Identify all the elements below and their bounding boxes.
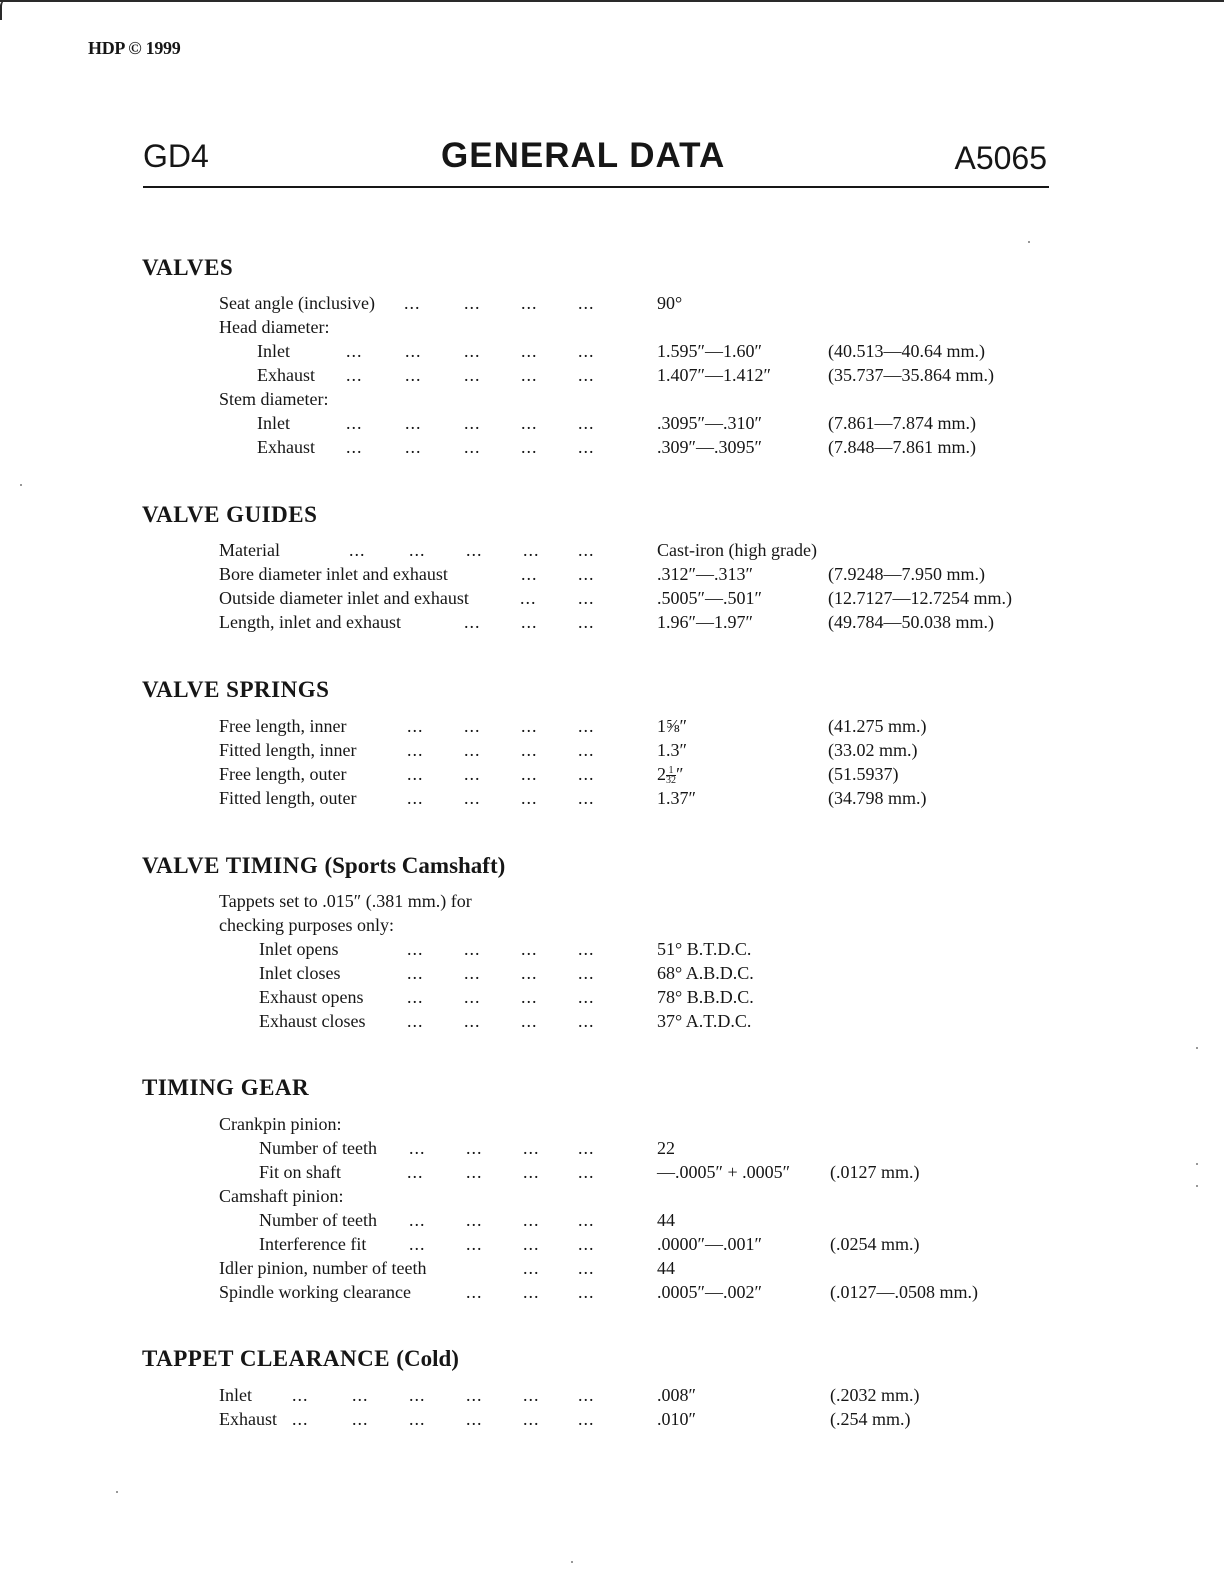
spec-metric: (51.5937) [828, 764, 899, 784]
spec-label: Inlet [257, 341, 290, 361]
spec-label: Spindle working clearance [219, 1282, 411, 1302]
dot-leader: ... [466, 1234, 483, 1254]
spec-row-exhaust-closes [0, 1009, 1224, 1033]
spec-value: .008″ [657, 1385, 696, 1405]
dot-leader: ... [349, 540, 366, 560]
spec-row-exhaust-opens [0, 985, 1224, 1009]
spec-subheading-crankpin [0, 1112, 1224, 1136]
spec-label: Seat angle (inclusive) [219, 293, 375, 313]
section-heading-valve-springs: VALVE SPRINGS [142, 677, 330, 702]
dot-leader: ... [578, 612, 595, 632]
scan-speck [1196, 1047, 1198, 1049]
section-qualifier: (Cold) [396, 1346, 459, 1371]
spec-row-spindle-clearance [0, 1280, 1224, 1304]
spec-value: 68° A.B.D.C. [657, 963, 754, 983]
dot-leader: ... [352, 1409, 369, 1429]
spec-value: 1.96″—1.97″ [657, 612, 753, 632]
dot-leader: ... [578, 564, 595, 584]
spec-row-crank-teeth [0, 1136, 1224, 1160]
spec-label: Number of teeth [259, 1210, 377, 1230]
dot-leader: ... [523, 1409, 540, 1429]
dot-leader: ... [405, 413, 422, 433]
dot-leader: ... [578, 1162, 595, 1182]
dot-leader: ... [407, 764, 424, 784]
spec-label: Inlet [219, 1385, 252, 1405]
dot-leader: ... [466, 1138, 483, 1158]
spec-label: Exhaust closes [259, 1011, 366, 1031]
spec-row-guide-material [0, 538, 1224, 562]
spec-value: 22 [657, 1138, 675, 1158]
dot-leader: ... [407, 1162, 424, 1182]
section-heading-text: TAPPET CLEARANCE [142, 1346, 391, 1371]
dot-leader: ... [346, 437, 363, 457]
spec-label: Free length, inner [219, 716, 347, 736]
spec-label: Stem diameter: [219, 389, 329, 409]
dot-leader: ... [521, 788, 538, 808]
spec-value: 1.3″ [657, 740, 687, 760]
dot-leader: ... [578, 365, 595, 385]
dot-leader: ... [523, 1138, 540, 1158]
spec-subheading-camshaft [0, 1184, 1224, 1208]
dot-leader: ... [464, 788, 481, 808]
spec-value: —.0005″ + .0005″ [657, 1162, 791, 1182]
spec-value: .3095″—.310″ [657, 413, 762, 433]
spec-label: Idler pinion, number of teeth [219, 1258, 427, 1278]
spec-label: Head diameter: [219, 317, 330, 337]
dot-leader: ... [346, 413, 363, 433]
spec-label: Inlet opens [259, 939, 339, 959]
dot-leader: ... [464, 1011, 481, 1031]
dot-leader: ... [523, 1385, 540, 1405]
spec-value: 37° A.T.D.C. [657, 1011, 752, 1031]
dot-leader: ... [578, 1385, 595, 1405]
spec-label: Exhaust opens [259, 987, 364, 1007]
scan-speck [116, 1491, 118, 1493]
dot-leader: ... [405, 365, 422, 385]
spec-label: Fitted length, outer [219, 788, 357, 808]
spec-row-spring-free-inner [0, 714, 1224, 738]
spec-value: .5005″—.501″ [657, 588, 762, 608]
dot-leader: ... [409, 1138, 426, 1158]
dot-leader: ... [521, 764, 538, 784]
spec-row-crank-fit [0, 1160, 1224, 1184]
spec-value: 1.37″ [657, 788, 696, 808]
page-header [143, 136, 1049, 188]
spec-note-line [0, 913, 1224, 937]
section-heading-text: VALVE TIMING [142, 853, 319, 878]
dot-leader: ... [521, 564, 538, 584]
spec-subheading-stem-diameter [0, 387, 1224, 411]
dot-leader: ... [346, 365, 363, 385]
dot-leader: ... [578, 788, 595, 808]
dot-leader: ... [407, 987, 424, 1007]
dot-leader: ... [578, 293, 595, 313]
dot-leader: ... [464, 740, 481, 760]
dot-leader: ... [578, 1234, 595, 1254]
dot-leader: ... [521, 365, 538, 385]
dot-leader: ... [523, 1282, 540, 1302]
spec-note: checking purposes only: [219, 915, 394, 935]
spec-row-tappet-inlet [0, 1383, 1224, 1407]
dot-leader: ... [464, 764, 481, 784]
dot-leader: ... [466, 1385, 483, 1405]
dot-leader: ... [407, 716, 424, 736]
spec-label: Outside diameter inlet and exhaust [219, 588, 469, 608]
dot-leader: ... [578, 437, 595, 457]
spec-row-head-exhaust [0, 363, 1224, 387]
spec-metric: (.254 mm.) [830, 1409, 911, 1429]
dot-leader: ... [521, 963, 538, 983]
dot-leader: ... [521, 437, 538, 457]
fraction-numerator: 1 [666, 766, 676, 776]
dot-leader: ... [407, 788, 424, 808]
value-whole: 2 [657, 764, 666, 784]
spec-row-spring-fitted-outer [0, 786, 1224, 810]
spec-label: Exhaust [257, 365, 315, 385]
spec-row-guide-bore [0, 562, 1224, 586]
dot-leader: ... [407, 1011, 424, 1031]
dot-leader: ... [466, 1162, 483, 1182]
dot-leader: ... [521, 612, 538, 632]
spec-metric: (.2032 mm.) [830, 1385, 920, 1405]
spec-note: Tappets set to .015″ (.381 mm.) for [219, 891, 472, 911]
spec-value: 51° B.T.D.C. [657, 939, 752, 959]
spec-row-spring-fitted-inner [0, 738, 1224, 762]
fraction [666, 766, 676, 785]
spec-row-inlet-opens [0, 937, 1224, 961]
scan-speck [571, 1561, 573, 1563]
dot-leader: ... [578, 740, 595, 760]
spec-value: 1.407″—1.412″ [657, 365, 771, 385]
spec-label: Exhaust [219, 1409, 277, 1429]
dot-leader: ... [521, 1011, 538, 1031]
spec-value: 90° [657, 293, 683, 313]
dot-leader: ... [578, 716, 595, 736]
document-code: A5065 [954, 140, 1047, 176]
spec-metric: (.0127—.0508 mm.) [830, 1282, 978, 1302]
page-title: GENERAL DATA [441, 136, 726, 175]
spec-row-spring-free-outer [0, 762, 1224, 786]
dot-leader: ... [405, 341, 422, 361]
spec-value: 1.595″—1.60″ [657, 341, 762, 361]
dot-leader: ... [578, 1282, 595, 1302]
scan-speck [1196, 1185, 1198, 1187]
spec-subheading-head-diameter [0, 315, 1224, 339]
dot-leader: ... [464, 293, 481, 313]
spec-value: .309″—.3095″ [657, 437, 762, 457]
spec-value: .0005″—.002″ [657, 1282, 762, 1302]
dot-leader: ... [466, 1282, 483, 1302]
dot-leader: ... [521, 293, 538, 313]
section-qualifier: (Sports Camshaft) [324, 853, 506, 878]
dot-leader: ... [404, 293, 421, 313]
spec-label: Crankpin pinion: [219, 1114, 342, 1134]
dot-leader: ... [523, 540, 540, 560]
spec-label: Number of teeth [259, 1138, 377, 1158]
scan-speck [1196, 1163, 1198, 1165]
dot-leader: ... [578, 1011, 595, 1031]
copyright-notice: HDP © 1999 [88, 38, 181, 58]
spec-row-stem-inlet [0, 411, 1224, 435]
section-heading-timing-gear: TIMING GEAR [142, 1075, 310, 1100]
dot-leader: ... [523, 1162, 540, 1182]
dot-leader: ... [464, 939, 481, 959]
spec-label: Camshaft pinion: [219, 1186, 344, 1206]
dot-leader: ... [521, 716, 538, 736]
spec-row-idler-teeth [0, 1256, 1224, 1280]
dot-leader: ... [578, 540, 595, 560]
section-heading-valve-guides: VALVE GUIDES [142, 502, 318, 527]
fraction-denominator: 32 [666, 775, 676, 786]
dot-leader: ... [464, 365, 481, 385]
dot-leader: ... [464, 963, 481, 983]
dot-leader: ... [405, 437, 422, 457]
dot-leader: ... [578, 588, 595, 608]
section-heading-valve-timing [142, 853, 505, 879]
dot-leader: ... [409, 1409, 426, 1429]
spec-value: .312″—.313″ [657, 564, 753, 584]
value-unit: ″ [676, 764, 684, 784]
dot-leader: ... [521, 939, 538, 959]
spec-metric: (34.798 mm.) [828, 788, 927, 808]
spec-value: 44 [657, 1210, 675, 1230]
dot-leader: ... [409, 540, 426, 560]
dot-leader: ... [523, 1210, 540, 1230]
spec-metric: (7.861—7.874 mm.) [828, 413, 976, 433]
spec-metric: (35.737—35.864 mm.) [828, 365, 994, 385]
dot-leader: ... [578, 1409, 595, 1429]
section-heading-tappet-clearance [142, 1346, 459, 1372]
spec-metric: (49.784—50.038 mm.) [828, 612, 994, 632]
dot-leader: ... [521, 413, 538, 433]
dot-leader: ... [464, 612, 481, 632]
dot-leader: ... [464, 341, 481, 361]
dot-leader: ... [521, 341, 538, 361]
spec-label: Interference fit [259, 1234, 367, 1254]
spec-value: 1⅝″ [657, 716, 687, 736]
spec-value: Cast-iron (high grade) [657, 540, 817, 560]
dot-leader: ... [352, 1385, 369, 1405]
spec-metric: (.0127 mm.) [830, 1162, 920, 1182]
spec-row-guide-outside [0, 586, 1224, 610]
dot-leader: ... [578, 963, 595, 983]
dot-leader: ... [578, 987, 595, 1007]
spec-metric: (12.7127—12.7254 mm.) [828, 588, 1012, 608]
spec-label: Material [219, 540, 280, 560]
dot-leader: ... [520, 588, 537, 608]
spec-value: 78° B.B.D.C. [657, 987, 754, 1007]
spec-label: Free length, outer [219, 764, 347, 784]
spec-note-line [0, 889, 1224, 913]
section-code: GD4 [143, 138, 209, 174]
spec-row-inlet-closes [0, 961, 1224, 985]
spec-metric: (40.513—40.64 mm.) [828, 341, 985, 361]
scan-speck [20, 484, 22, 486]
dot-leader: ... [521, 740, 538, 760]
dot-leader: ... [578, 341, 595, 361]
dot-leader: ... [464, 413, 481, 433]
dot-leader: ... [578, 1138, 595, 1158]
dot-leader: ... [466, 1210, 483, 1230]
dot-leader: ... [578, 413, 595, 433]
spec-row-seat-angle [0, 291, 1224, 315]
dot-leader: ... [292, 1385, 309, 1405]
spec-metric: (7.9248—7.950 mm.) [828, 564, 985, 584]
dot-leader: ... [523, 1258, 540, 1278]
dot-leader: ... [464, 716, 481, 736]
section-heading-valves: VALVES [142, 255, 234, 280]
spec-value: .0000″—.001″ [657, 1234, 762, 1254]
dot-leader: ... [407, 740, 424, 760]
dot-leader: ... [523, 1234, 540, 1254]
scan-speck [1028, 241, 1030, 243]
spec-label: Length, inlet and exhaust [219, 612, 401, 632]
dot-leader: ... [346, 341, 363, 361]
spec-row-stem-exhaust [0, 435, 1224, 459]
spec-metric: (7.848—7.861 mm.) [828, 437, 976, 457]
spec-label: Bore diameter inlet and exhaust [219, 564, 448, 584]
dot-leader: ... [292, 1409, 309, 1429]
scan-border-corner [0, 0, 6, 20]
dot-leader: ... [466, 1409, 483, 1429]
dot-leader: ... [409, 1210, 426, 1230]
spec-row-guide-length [0, 610, 1224, 634]
spec-label: Exhaust [257, 437, 315, 457]
spec-metric: (41.275 mm.) [828, 716, 927, 736]
dot-leader: ... [578, 939, 595, 959]
spec-label: Fitted length, inner [219, 740, 357, 760]
spec-value: .010″ [657, 1409, 696, 1429]
spec-value: 44 [657, 1258, 675, 1278]
dot-leader: ... [409, 1385, 426, 1405]
dot-leader: ... [578, 1210, 595, 1230]
spec-label: Fit on shaft [259, 1162, 342, 1182]
dot-leader: ... [578, 1258, 595, 1278]
dot-leader: ... [464, 437, 481, 457]
dot-leader: ... [464, 987, 481, 1007]
spec-label: Inlet [257, 413, 290, 433]
dot-leader: ... [407, 963, 424, 983]
spec-value [657, 762, 684, 786]
spec-row-cam-interference [0, 1232, 1224, 1256]
spec-label: Inlet closes [259, 963, 341, 983]
dot-leader: ... [409, 1234, 426, 1254]
spec-row-head-inlet [0, 339, 1224, 363]
spec-row-cam-teeth [0, 1208, 1224, 1232]
spec-row-tappet-exhaust [0, 1407, 1224, 1431]
spec-metric: (33.02 mm.) [828, 740, 918, 760]
spec-metric: (.0254 mm.) [830, 1234, 920, 1254]
dot-leader: ... [521, 987, 538, 1007]
dot-leader: ... [407, 939, 424, 959]
dot-leader: ... [466, 540, 483, 560]
dot-leader: ... [578, 764, 595, 784]
scan-border-top [0, 0, 1224, 7]
